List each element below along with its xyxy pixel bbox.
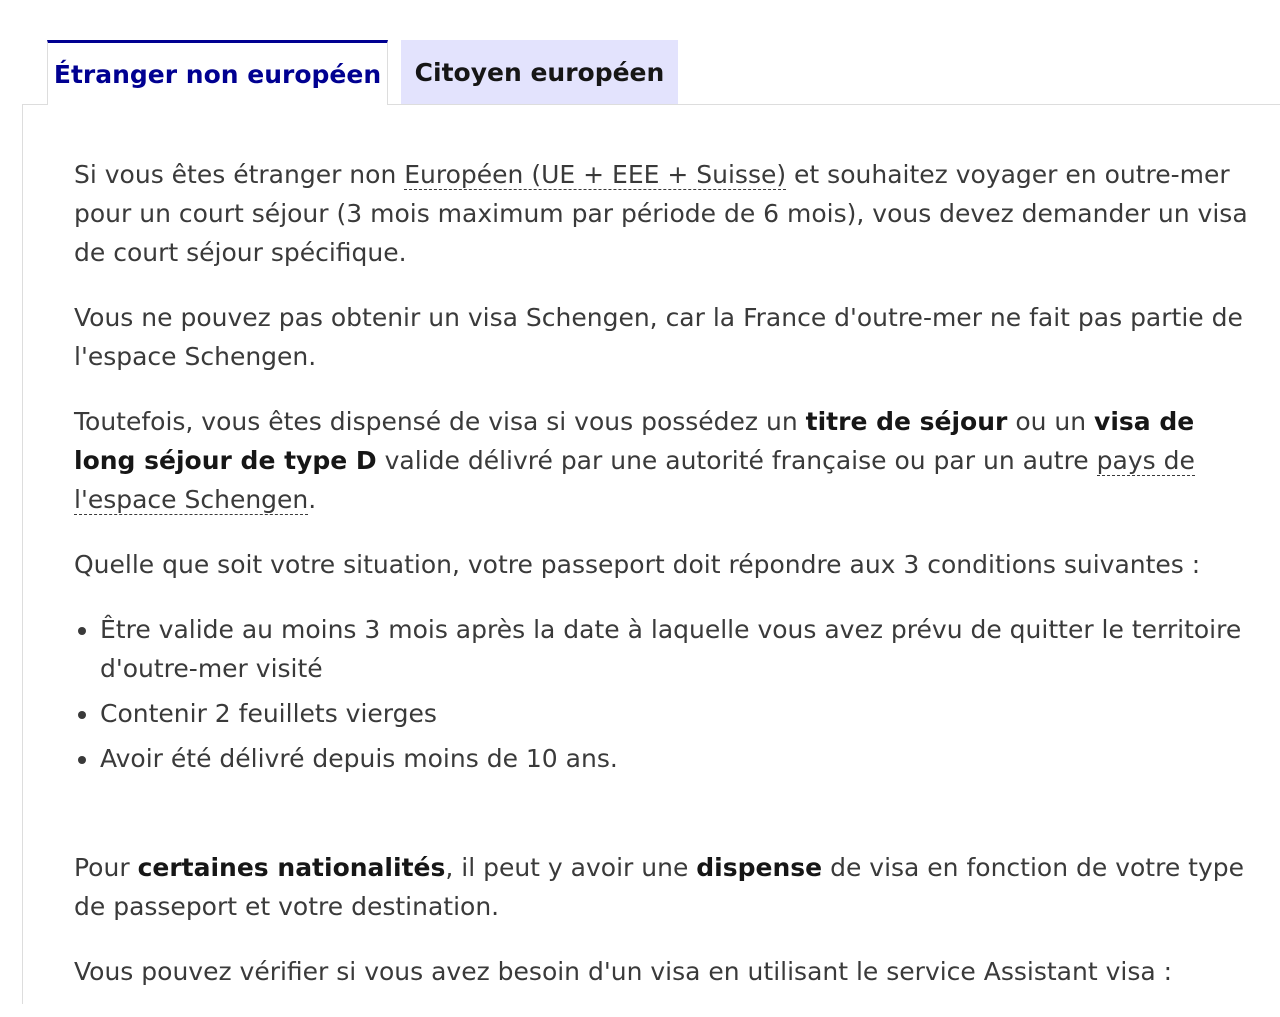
tab-etranger-non-europeen[interactable]: Étranger non européen (47, 40, 388, 105)
bold-dispense: dispense (696, 853, 823, 882)
paragraph-assistant-visa: Vous pouvez vérifier si vous avez besoin d'un visa en utilisant le service Assistant visa : (74, 957, 1173, 986)
list-item: • Avoir été délivré depuis moins de 10 ans. (100, 739, 1264, 778)
list-item: • Contenir 2 feuillets vierges (100, 694, 1264, 733)
tab-citoyen-europeen[interactable]: Citoyen européen (401, 40, 678, 104)
tab-panel-content (74, 155, 1264, 1017)
paragraph-passeport: Quelle que soit votre situation, votre passeport doit répondre aux 3 conditions suivantes : (74, 550, 1201, 579)
passport-conditions-list (74, 610, 1264, 778)
text: . (308, 485, 317, 514)
tabs-bar (0, 0, 1280, 104)
text: ou un (1007, 407, 1095, 436)
text: Si vous êtes étranger non (74, 160, 405, 189)
text: de visa en fonction de votre type de passeport et votre destination. (74, 853, 1244, 921)
text: valide délivré par une autorité française ou par un autre (376, 446, 1097, 475)
bold-titre-de-sejour: titre de séjour (805, 407, 1008, 436)
bold-visa-long-sejour: visa de long séjour de type D (74, 407, 1195, 475)
abbr-pays-schengen[interactable]: pays de l'espace Schengen (74, 446, 1195, 514)
spacer (74, 804, 1264, 848)
abbr-europeen[interactable]: Européen (UE + EEE + Suisse) (404, 160, 787, 189)
paragraph-intro (74, 155, 1264, 272)
paragraph-dispense (74, 402, 1264, 519)
text: , il peut y avoir une (445, 853, 697, 882)
paragraph-nationalites (74, 848, 1264, 926)
bold-certaines-nationalites: certaines nationalités (137, 853, 446, 882)
list-item: • Être valide au moins 3 mois après la date à laquelle vous avez prévu de quitter le territoire d'outre-mer visité (100, 610, 1264, 688)
text: Toutefois, vous êtes dispensé de visa si vous possédez un (74, 407, 806, 436)
text: Pour (74, 853, 138, 882)
text: et souhaitez voyager en outre-mer pour un court séjour (3 mois maximum par période de 6 mois), vous devez demander un visa de court séjour spécifique. (74, 160, 1248, 267)
paragraph-schengen: Vous ne pouvez pas obtenir un visa Schengen, car la France d'outre-mer ne fait pas partie de l'espace Schengen. (74, 303, 1243, 371)
